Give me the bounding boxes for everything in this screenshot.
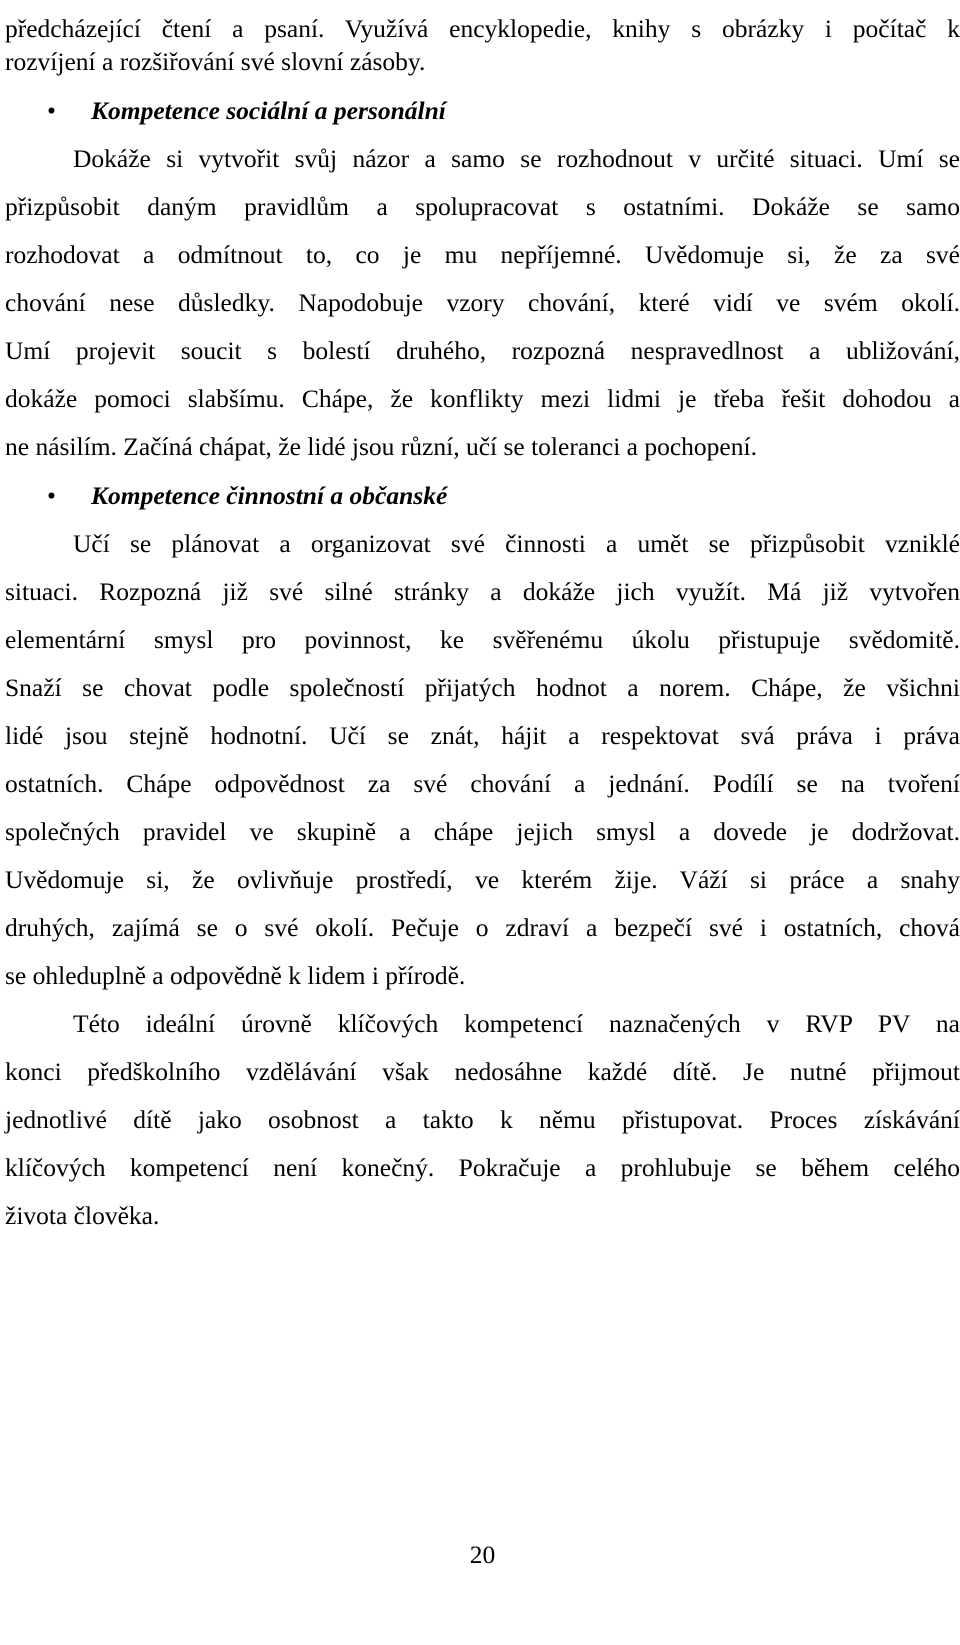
paragraph-line: Umí projevit soucit s bolestí druhého, rozpozná nespravedlnost a ubližování, [5,336,960,365]
paragraph-line: situaci. Rozpozná již své silné stránky a dokáže jich využít. Má již vytvořen [5,577,960,606]
page-number: 20 [469,1540,496,1569]
closing-line: klíčových kompetencí není konečný. Pokračuje a prohlubuje se během celého [5,1153,960,1182]
intro-line: rozvíjení a rozšiřování své slovní zásoby. [5,47,426,76]
bullet-icon: • [47,481,56,510]
paragraph-line: se ohleduplně a odpovědně k lidem i přírodě. [5,961,466,990]
paragraph-line: Uvědomuje si, že ovlivňuje prostředí, ve kterém žije. Váží si práce a snahy [5,865,960,894]
paragraph-line: přizpůsobit daným pravidlům a spolupracovat s ostatními. Dokáže se samo [5,192,960,221]
section-heading-text: Kompetence činnostní a občanské [91,481,448,510]
paragraph-line: dokáže pomoci slabšímu. Chápe, že konflikty mezi lidmi je třeba řešit dohodou a [5,384,960,413]
paragraph-line: elementární smysl pro povinnost, ke svěřenému úkolu přistupuje svědomitě. [5,625,960,654]
paragraph-line: chování nese důsledky. Napodobuje vzory chování, které vidí ve svém okolí. [5,288,960,317]
section-heading-text: Kompetence sociální a personální [91,96,446,125]
paragraph-line: ne násilím. Začíná chápat, že lidé jsou různí, učí se toleranci a pochopení. [5,432,757,461]
intro-line: předcházející čtení a psaní. Využívá encyklopedie, knihy s obrázky i počítač k [5,14,960,43]
paragraph-line: lidé jsou stejně hodnotní. Učí se znát, hájit a respektovat svá práva i práva [5,721,960,750]
closing-line: konci předškolního vzdělávání však nedosáhne každé dítě. Je nutné přijmout [5,1057,960,1086]
paragraph-line: ostatních. Chápe odpovědnost za své chování a jednání. Podílí se na tvoření [5,769,960,798]
closing-line: jednotlivé dítě jako osobnost a takto k němu přistupovat. Proces získávání [5,1105,960,1134]
paragraph-line: druhých, zajímá se o své okolí. Pečuje o zdraví a bezpečí své i ostatních, chová [5,913,960,942]
paragraph-line: Snaží se chovat podle společností přijatých hodnot a norem. Chápe, že všichni [5,673,960,702]
closing-line: Této ideální úrovně klíčových kompetencí naznačených v RVP PV na [73,1009,960,1038]
paragraph-line: Učí se plánovat a organizovat své činnosti a umět se přizpůsobit vzniklé [73,529,960,558]
closing-line: života člověka. [5,1201,160,1230]
paragraph-line: společných pravidel ve skupině a chápe jejich smysl a dovede je dodržovat. [5,817,960,846]
bullet-icon: • [47,96,56,125]
paragraph-line: Dokáže si vytvořit svůj názor a samo se rozhodnout v určité situaci. Umí se [73,144,960,173]
paragraph-line: rozhodovat a odmítnout to, co je mu nepříjemné. Uvědomuje si, že za své [5,240,960,269]
